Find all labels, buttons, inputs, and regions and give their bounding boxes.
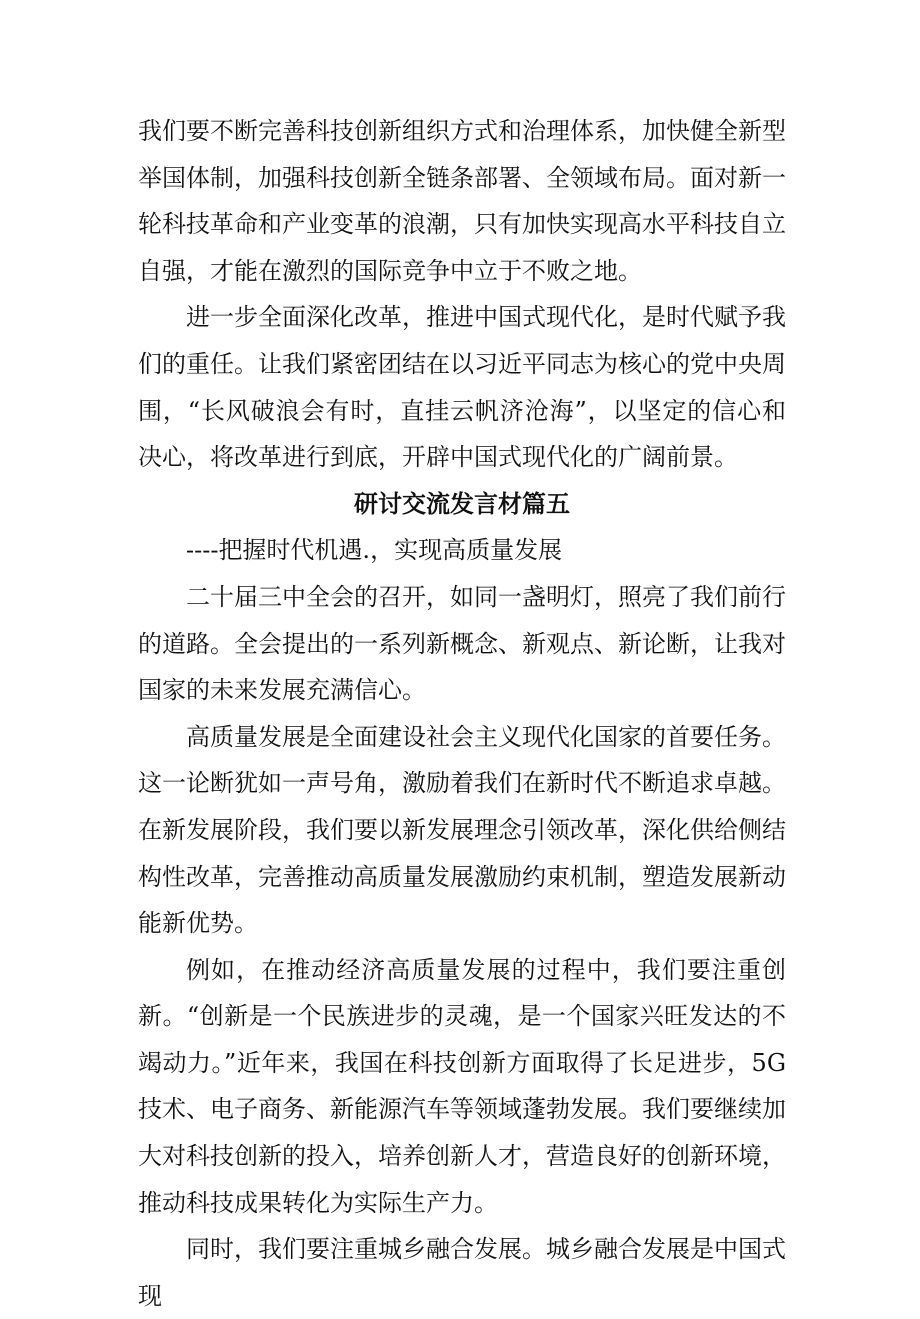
paragraph-innovation-example: 例如，在推动经济高质量发展的过程中，我们要注重创新。“创新是一个民族进步的灵魂，是一个国家兴旺发达的不竭动力。”近年来，我国在科技创新方面取得了长足进步，5G技术、电子商务、新能源汽车等领域蓬勃发展。我们要继续加大对科技创新的投入，培养创新人才，营造良好的创新环境，推动科技成果转化为实际生产力。 <box>138 955 786 1217</box>
document-body <box>138 108 786 1319</box>
section-title: 研讨交流发言材篇五 <box>354 488 570 518</box>
paragraph-plenum-intro: 二十届三中全会的召开，如同一盏明灯，照亮了我们前行的道路。全会提出的一系列新概念、新观点、新论断，让我对国家的未来发展充满信心。 <box>138 582 786 705</box>
paragraph-continuation: 我们要不断完善科技创新组织方式和治理体系，加快健全新型举国体制，加强科技创新全链条部署、全领域布局。面对新一轮科技革命和产业变革的浪潮，只有加快实现高水平科技自立自强，才能在激烈的国际竞争中立于不败之地。 <box>138 117 786 285</box>
section-subtitle: ----把握时代机遇.，实现高质量发展 <box>186 536 563 565</box>
paragraph-high-quality-development: 高质量发展是全面建设社会主义现代化国家的首要任务。这一论断犹如一声号角，激励着我们在新时代不断追求卓越。在新发展阶段，我们要以新发展理念引领改革，深化供给侧结构性改革，完善推动高质量发展激励约束机制，塑造发展新动能新优势。 <box>138 722 786 938</box>
paragraph-urban-rural: 同时，我们要注重城乡融合发展。城乡融合发展是中国式现 <box>138 1235 786 1310</box>
paragraph-reform-conclusion: 进一步全面深化改革，推进中国式现代化，是时代赋予我们的重任。让我们紧密团结在以习近平同志为核心的党中央周围，“长风破浪会有时，直挂云帆济沧海”，以坚定的信心和决心，将改革进行到底，开辟中国式现代化的广阔前景。 <box>138 303 786 472</box>
